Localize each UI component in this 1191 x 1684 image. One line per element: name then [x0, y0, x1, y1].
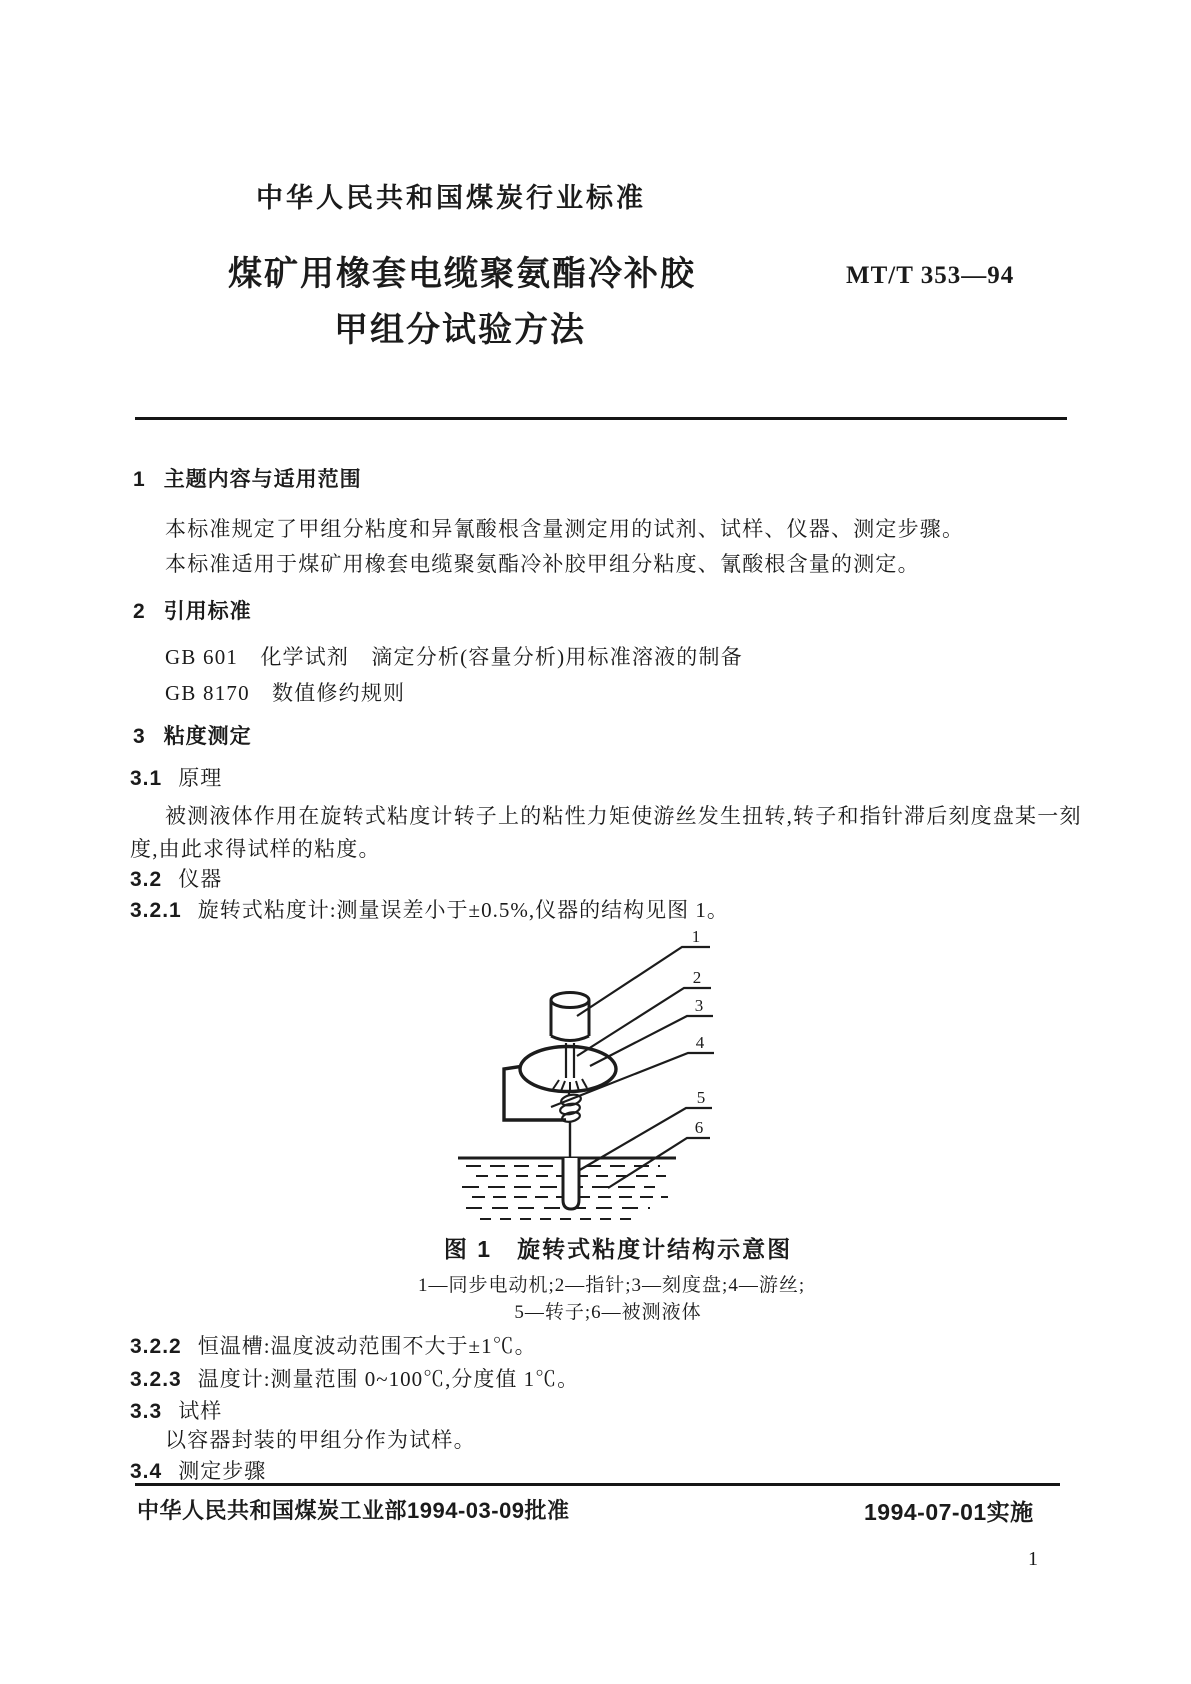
- section-3-2-title: 仪器: [178, 867, 223, 891]
- section-3-number: 3: [133, 725, 146, 748]
- clause-3-2-3: [130, 1363, 579, 1393]
- section-2-number: 2: [133, 600, 146, 623]
- section-2-title: 引用标准: [163, 600, 252, 623]
- figure-legend-line1: 1—同步电动机;2—指针;3—刻度盘;4—游丝;: [418, 1275, 806, 1296]
- footer-implementation: 1994-07-01实施: [864, 1499, 1034, 1525]
- leader-line-2: [577, 988, 711, 1056]
- footer-approval: 中华人民共和国煤炭工业部1994-03-09批准: [137, 1498, 570, 1523]
- clause-3-2-2: [130, 1330, 537, 1360]
- synchronous-motor: [551, 993, 589, 1041]
- section-3-1-number: 3.1: [130, 767, 163, 790]
- reference-gb8170: GB 8170 数值修约规则: [165, 681, 406, 705]
- standard-class-header: 中华人民共和国煤炭行业标准: [256, 183, 646, 213]
- section-3-2-number: 3.2: [130, 868, 163, 891]
- section-2-heading: [133, 595, 252, 625]
- principle-paragraph-line2: 度,由此求得试样的粘度。: [130, 837, 381, 861]
- section-3-2-heading: [130, 863, 222, 893]
- leader-line-1: [577, 947, 710, 1016]
- document-title-line1: 煤矿用橡套电缆聚氨酯冷补胶: [228, 255, 696, 293]
- title-divider-rule: [135, 417, 1067, 420]
- figure-callout-labels: [692, 927, 706, 1137]
- section-3-1-heading: [130, 762, 222, 792]
- reference-gb601: GB 601 化学试剂 滴定分析(容量分析)用标准溶液的制备: [165, 645, 743, 669]
- figure-legend-line2: 5—转子;6—被测液体: [514, 1302, 702, 1323]
- section-3-1-title: 原理: [178, 766, 223, 790]
- figure-label-6: 6: [694, 1118, 704, 1137]
- section-3-4-heading: [130, 1455, 266, 1485]
- standard-number: MT/T 353—94: [846, 262, 1015, 289]
- figure-label-3: 3: [694, 996, 704, 1015]
- section-1-heading: [133, 463, 362, 493]
- sample-paragraph: 以容器封装的甲组分作为试样。: [165, 1428, 476, 1452]
- clause-3-2-1-text: 旋转式粘度计:测量误差小于±0.5%,仪器的结构见图 1。: [197, 898, 729, 922]
- section-3-4-title: 测定步骤: [178, 1459, 267, 1483]
- footer-divider-rule: [135, 1483, 1060, 1486]
- figure-label-2: 2: [692, 968, 702, 987]
- section-1-paragraph-1: 本标准规定了甲组分粘度和异氰酸根含量测定用的试剂、试样、仪器、测定步骤。: [165, 517, 965, 541]
- rotor-spindle: [563, 1158, 579, 1209]
- section-3-3-heading: [130, 1395, 222, 1425]
- document-title-line2: 甲组分试验方法: [334, 311, 586, 349]
- principle-paragraph-line1: 被测液体作用在旋转式粘度计转子上的粘性力矩使游丝发生扭转,转子和指针滞后刻度盘某一刻: [165, 804, 1082, 828]
- leader-line-5: [578, 1108, 712, 1171]
- figure-caption: 图 1 旋转式粘度计结构示意图: [443, 1236, 793, 1262]
- figure-label-4: 4: [695, 1033, 705, 1052]
- section-3-title: 粘度测定: [163, 725, 252, 748]
- figure-label-5: 5: [696, 1088, 706, 1107]
- figure-label-1: 1: [691, 927, 701, 946]
- section-1-paragraph-2: 本标准适用于煤矿用橡套电缆聚氨酯冷补胶甲组分粘度、氰酸根含量的测定。: [165, 552, 920, 576]
- section-1-number: 1: [133, 468, 146, 491]
- section-3-3-title: 试样: [178, 1399, 223, 1423]
- clause-3-2-2-text: 恒温槽:温度波动范围不大于±1℃。: [197, 1334, 537, 1358]
- clause-3-2-3-number: 3.2.3: [130, 1368, 182, 1391]
- clause-3-2-3-text: 温度计:测量范围 0~100℃,分度值 1℃。: [197, 1367, 580, 1391]
- section-3-heading: [133, 720, 252, 750]
- clause-3-2-2-number: 3.2.2: [130, 1335, 182, 1358]
- viscometer-structure-figure: [430, 918, 790, 1230]
- section-3-4-number: 3.4: [130, 1460, 163, 1483]
- dial-scale-plate: [520, 1047, 616, 1092]
- clause-3-2-1-number: 3.2.1: [130, 899, 182, 922]
- section-3-3-number: 3.3: [130, 1400, 163, 1423]
- page-number: 1: [1028, 1548, 1038, 1570]
- section-1-title: 主题内容与适用范围: [163, 468, 362, 491]
